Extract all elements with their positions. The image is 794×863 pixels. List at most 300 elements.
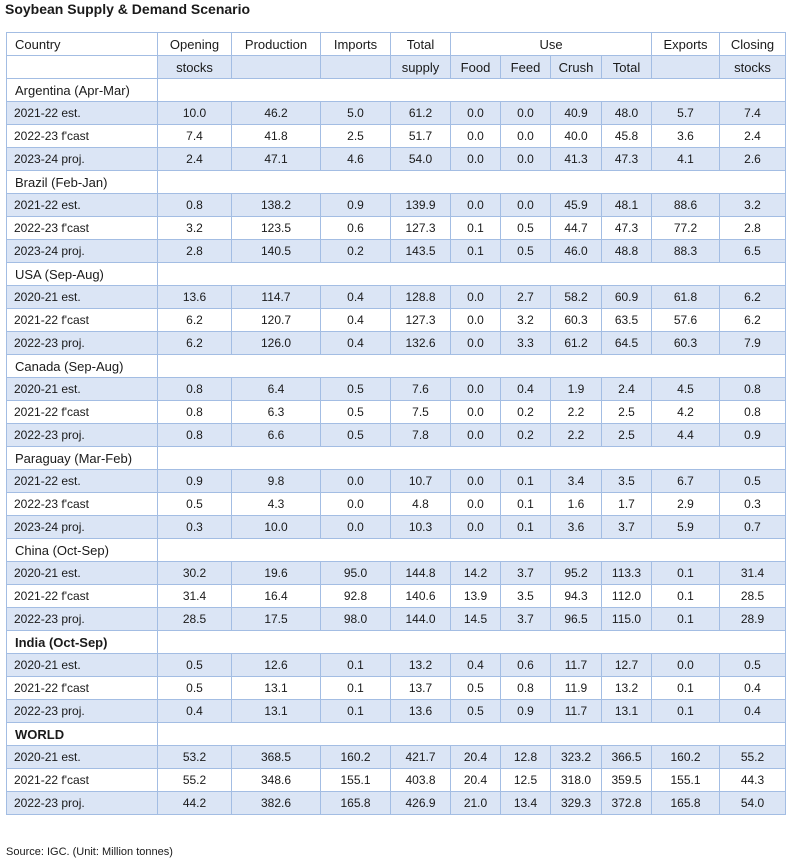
cell-period: 2021-22 est. (7, 102, 158, 125)
cell-crush: 1.6 (551, 493, 602, 516)
table-row (7, 378, 786, 401)
section-row (7, 79, 786, 102)
cell-use-total: 2.5 (602, 401, 652, 424)
cell-production: 6.4 (232, 378, 321, 401)
cell-feed: 12.8 (501, 746, 551, 769)
cell-use-total: 60.9 (602, 286, 652, 309)
table-row (7, 654, 786, 677)
cell-production: 126.0 (232, 332, 321, 355)
cell-imports: 0.5 (321, 424, 391, 447)
cell-food: 0.0 (451, 125, 501, 148)
cell-production: 47.1 (232, 148, 321, 171)
section-name: Paraguay (Mar-Feb) (7, 447, 158, 470)
cell-feed: 0.4 (501, 378, 551, 401)
cell-period: 2021-22 f'cast (7, 401, 158, 424)
cell-feed: 0.5 (501, 217, 551, 240)
cell-total-supply: 127.3 (391, 217, 451, 240)
cell-food: 0.0 (451, 102, 501, 125)
header-imports: Imports (321, 33, 391, 56)
section-filler (158, 539, 786, 562)
section-row (7, 631, 786, 654)
cell-use-total: 45.8 (602, 125, 652, 148)
cell-feed: 0.0 (501, 102, 551, 125)
cell-use-total: 12.7 (602, 654, 652, 677)
cell-total-supply: 144.8 (391, 562, 451, 585)
cell-closing-stocks: 6.2 (720, 286, 786, 309)
table-row (7, 401, 786, 424)
cell-food: 0.0 (451, 516, 501, 539)
section-filler (158, 723, 786, 746)
cell-period: 2021-22 f'cast (7, 585, 158, 608)
supply-demand-table (6, 32, 786, 815)
section-filler (158, 171, 786, 194)
cell-opening-stocks: 55.2 (158, 769, 232, 792)
cell-opening-stocks: 28.5 (158, 608, 232, 631)
cell-closing-stocks: 28.5 (720, 585, 786, 608)
cell-food: 0.4 (451, 654, 501, 677)
cell-food: 0.0 (451, 286, 501, 309)
cell-feed: 3.2 (501, 309, 551, 332)
cell-opening-stocks: 2.4 (158, 148, 232, 171)
cell-period: 2022-23 proj. (7, 424, 158, 447)
cell-exports: 4.2 (652, 401, 720, 424)
section-name: India (Oct-Sep) (7, 631, 158, 654)
header-production-blank (232, 56, 321, 79)
cell-exports: 0.1 (652, 677, 720, 700)
cell-closing-stocks: 0.3 (720, 493, 786, 516)
cell-period: 2021-22 est. (7, 194, 158, 217)
cell-total-supply: 13.7 (391, 677, 451, 700)
cell-use-total: 13.1 (602, 700, 652, 723)
table-row (7, 125, 786, 148)
cell-use-total: 63.5 (602, 309, 652, 332)
cell-period: 2022-23 proj. (7, 700, 158, 723)
cell-total-supply: 143.5 (391, 240, 451, 263)
cell-imports: 0.0 (321, 493, 391, 516)
cell-crush: 329.3 (551, 792, 602, 815)
cell-food: 0.0 (451, 332, 501, 355)
cell-exports: 77.2 (652, 217, 720, 240)
section-filler (158, 79, 786, 102)
section-row (7, 723, 786, 746)
cell-use-total: 48.8 (602, 240, 652, 263)
cell-opening-stocks: 2.8 (158, 240, 232, 263)
cell-total-supply: 7.6 (391, 378, 451, 401)
header-feed: Feed (501, 56, 551, 79)
cell-exports: 4.5 (652, 378, 720, 401)
cell-period: 2022-23 proj. (7, 608, 158, 631)
cell-use-total: 359.5 (602, 769, 652, 792)
cell-imports: 95.0 (321, 562, 391, 585)
cell-food: 0.0 (451, 378, 501, 401)
cell-closing-stocks: 55.2 (720, 746, 786, 769)
table-row (7, 424, 786, 447)
cell-crush: 323.2 (551, 746, 602, 769)
cell-production: 17.5 (232, 608, 321, 631)
table-row (7, 516, 786, 539)
table-row (7, 148, 786, 171)
cell-period: 2020-21 est. (7, 654, 158, 677)
cell-total-supply: 421.7 (391, 746, 451, 769)
cell-period: 2021-22 f'cast (7, 677, 158, 700)
section-name: Canada (Sep-Aug) (7, 355, 158, 378)
cell-closing-stocks: 6.5 (720, 240, 786, 263)
cell-food: 14.5 (451, 608, 501, 631)
cell-production: 368.5 (232, 746, 321, 769)
cell-feed: 0.5 (501, 240, 551, 263)
table-row (7, 493, 786, 516)
section-row (7, 171, 786, 194)
cell-use-total: 47.3 (602, 217, 652, 240)
cell-period: 2022-23 f'cast (7, 125, 158, 148)
cell-exports: 165.8 (652, 792, 720, 815)
section-name: Argentina (Apr-Mar) (7, 79, 158, 102)
cell-food: 20.4 (451, 746, 501, 769)
table-row (7, 769, 786, 792)
cell-total-supply: 13.6 (391, 700, 451, 723)
header-exports: Exports (652, 33, 720, 56)
table-row (7, 217, 786, 240)
cell-food: 0.0 (451, 401, 501, 424)
cell-period: 2021-22 est. (7, 470, 158, 493)
cell-closing-stocks: 44.3 (720, 769, 786, 792)
cell-closing-stocks: 31.4 (720, 562, 786, 585)
cell-opening-stocks: 6.2 (158, 332, 232, 355)
cell-imports: 0.1 (321, 654, 391, 677)
cell-crush: 40.9 (551, 102, 602, 125)
header-crush: Crush (551, 56, 602, 79)
cell-feed: 0.1 (501, 516, 551, 539)
cell-food: 0.0 (451, 470, 501, 493)
cell-exports: 60.3 (652, 332, 720, 355)
section-filler (158, 447, 786, 470)
cell-closing-stocks: 2.6 (720, 148, 786, 171)
cell-period: 2023-24 proj. (7, 516, 158, 539)
header-opening-stocks: stocks (158, 56, 232, 79)
cell-opening-stocks: 6.2 (158, 309, 232, 332)
cell-exports: 155.1 (652, 769, 720, 792)
cell-imports: 2.5 (321, 125, 391, 148)
cell-period: 2022-23 proj. (7, 792, 158, 815)
header-food: Food (451, 56, 501, 79)
cell-feed: 0.2 (501, 424, 551, 447)
header-row-1 (7, 33, 786, 56)
section-row (7, 355, 786, 378)
cell-exports: 6.7 (652, 470, 720, 493)
cell-production: 19.6 (232, 562, 321, 585)
cell-production: 41.8 (232, 125, 321, 148)
table-row (7, 240, 786, 263)
cell-crush: 45.9 (551, 194, 602, 217)
cell-total-supply: 426.9 (391, 792, 451, 815)
cell-closing-stocks: 7.9 (720, 332, 786, 355)
cell-exports: 4.1 (652, 148, 720, 171)
cell-crush: 2.2 (551, 424, 602, 447)
cell-closing-stocks: 54.0 (720, 792, 786, 815)
cell-opening-stocks: 0.5 (158, 654, 232, 677)
cell-exports: 61.8 (652, 286, 720, 309)
cell-exports: 57.6 (652, 309, 720, 332)
cell-feed: 0.0 (501, 194, 551, 217)
section-name: WORLD (7, 723, 158, 746)
section-filler (158, 631, 786, 654)
cell-total-supply: 10.3 (391, 516, 451, 539)
cell-feed: 0.2 (501, 401, 551, 424)
cell-period: 2023-24 proj. (7, 240, 158, 263)
cell-closing-stocks: 0.8 (720, 378, 786, 401)
cell-use-total: 64.5 (602, 332, 652, 355)
cell-exports: 160.2 (652, 746, 720, 769)
cell-total-supply: 144.0 (391, 608, 451, 631)
cell-feed: 0.1 (501, 493, 551, 516)
cell-closing-stocks: 0.4 (720, 677, 786, 700)
cell-opening-stocks: 13.6 (158, 286, 232, 309)
header-total: Total (391, 33, 451, 56)
cell-feed: 0.8 (501, 677, 551, 700)
section-name: China (Oct-Sep) (7, 539, 158, 562)
header-country: Country (7, 33, 158, 56)
section-row (7, 263, 786, 286)
cell-food: 0.1 (451, 240, 501, 263)
cell-opening-stocks: 0.8 (158, 424, 232, 447)
cell-use-total: 3.5 (602, 470, 652, 493)
cell-exports: 0.1 (652, 700, 720, 723)
cell-total-supply: 140.6 (391, 585, 451, 608)
cell-period: 2022-23 f'cast (7, 493, 158, 516)
cell-use-total: 372.8 (602, 792, 652, 815)
cell-production: 9.8 (232, 470, 321, 493)
cell-opening-stocks: 31.4 (158, 585, 232, 608)
cell-imports: 4.6 (321, 148, 391, 171)
cell-exports: 0.1 (652, 585, 720, 608)
cell-use-total: 13.2 (602, 677, 652, 700)
cell-crush: 11.7 (551, 700, 602, 723)
cell-imports: 0.0 (321, 470, 391, 493)
cell-exports: 5.9 (652, 516, 720, 539)
cell-feed: 3.5 (501, 585, 551, 608)
cell-period: 2021-22 f'cast (7, 769, 158, 792)
table-row (7, 309, 786, 332)
cell-imports: 0.4 (321, 332, 391, 355)
cell-total-supply: 403.8 (391, 769, 451, 792)
section-filler (158, 355, 786, 378)
cell-imports: 0.6 (321, 217, 391, 240)
cell-period: 2020-21 est. (7, 562, 158, 585)
cell-closing-stocks: 7.4 (720, 102, 786, 125)
cell-total-supply: 7.8 (391, 424, 451, 447)
cell-use-total: 2.4 (602, 378, 652, 401)
cell-feed: 3.3 (501, 332, 551, 355)
cell-food: 0.5 (451, 677, 501, 700)
cell-imports: 0.1 (321, 700, 391, 723)
cell-crush: 11.7 (551, 654, 602, 677)
cell-opening-stocks: 0.8 (158, 194, 232, 217)
table-row (7, 792, 786, 815)
cell-production: 6.6 (232, 424, 321, 447)
cell-production: 114.7 (232, 286, 321, 309)
cell-total-supply: 4.8 (391, 493, 451, 516)
cell-closing-stocks: 0.7 (720, 516, 786, 539)
cell-period: 2023-24 proj. (7, 148, 158, 171)
cell-opening-stocks: 44.2 (158, 792, 232, 815)
header-closing: Closing (720, 33, 786, 56)
cell-exports: 88.6 (652, 194, 720, 217)
cell-production: 123.5 (232, 217, 321, 240)
cell-imports: 92.8 (321, 585, 391, 608)
cell-imports: 0.5 (321, 378, 391, 401)
cell-period: 2020-21 est. (7, 286, 158, 309)
cell-exports: 0.1 (652, 608, 720, 631)
cell-opening-stocks: 0.4 (158, 700, 232, 723)
cell-feed: 3.7 (501, 608, 551, 631)
cell-imports: 0.9 (321, 194, 391, 217)
cell-food: 0.0 (451, 148, 501, 171)
cell-crush: 95.2 (551, 562, 602, 585)
cell-exports: 3.6 (652, 125, 720, 148)
cell-use-total: 3.7 (602, 516, 652, 539)
header-production: Production (232, 33, 321, 56)
cell-exports: 0.1 (652, 562, 720, 585)
cell-exports: 5.7 (652, 102, 720, 125)
cell-total-supply: 13.2 (391, 654, 451, 677)
cell-crush: 41.3 (551, 148, 602, 171)
cell-food: 13.9 (451, 585, 501, 608)
cell-imports: 0.5 (321, 401, 391, 424)
cell-exports: 4.4 (652, 424, 720, 447)
cell-total-supply: 127.3 (391, 309, 451, 332)
cell-total-supply: 54.0 (391, 148, 451, 171)
cell-food: 0.0 (451, 424, 501, 447)
cell-crush: 40.0 (551, 125, 602, 148)
cell-imports: 155.1 (321, 769, 391, 792)
cell-closing-stocks: 28.9 (720, 608, 786, 631)
cell-opening-stocks: 0.8 (158, 401, 232, 424)
section-name: Brazil (Feb-Jan) (7, 171, 158, 194)
table-row (7, 562, 786, 585)
cell-feed: 13.4 (501, 792, 551, 815)
cell-food: 21.0 (451, 792, 501, 815)
cell-feed: 0.9 (501, 700, 551, 723)
cell-production: 4.3 (232, 493, 321, 516)
table-row (7, 470, 786, 493)
cell-crush: 11.9 (551, 677, 602, 700)
cell-closing-stocks: 2.8 (720, 217, 786, 240)
section-name: USA (Sep-Aug) (7, 263, 158, 286)
cell-opening-stocks: 10.0 (158, 102, 232, 125)
cell-production: 140.5 (232, 240, 321, 263)
cell-imports: 160.2 (321, 746, 391, 769)
cell-exports: 88.3 (652, 240, 720, 263)
cell-period: 2020-21 est. (7, 746, 158, 769)
header-total-supply: supply (391, 56, 451, 79)
cell-total-supply: 51.7 (391, 125, 451, 148)
cell-closing-stocks: 0.8 (720, 401, 786, 424)
cell-production: 13.1 (232, 677, 321, 700)
header-imports-blank (321, 56, 391, 79)
cell-use-total: 48.1 (602, 194, 652, 217)
cell-production: 382.6 (232, 792, 321, 815)
cell-food: 0.1 (451, 217, 501, 240)
cell-exports: 0.0 (652, 654, 720, 677)
cell-crush: 96.5 (551, 608, 602, 631)
cell-total-supply: 139.9 (391, 194, 451, 217)
cell-opening-stocks: 0.8 (158, 378, 232, 401)
cell-opening-stocks: 0.3 (158, 516, 232, 539)
cell-total-supply: 132.6 (391, 332, 451, 355)
cell-period: 2022-23 f'cast (7, 217, 158, 240)
cell-opening-stocks: 0.9 (158, 470, 232, 493)
cell-use-total: 1.7 (602, 493, 652, 516)
cell-period: 2021-22 f'cast (7, 309, 158, 332)
cell-feed: 2.7 (501, 286, 551, 309)
cell-production: 16.4 (232, 585, 321, 608)
cell-crush: 61.2 (551, 332, 602, 355)
cell-production: 138.2 (232, 194, 321, 217)
cell-opening-stocks: 0.5 (158, 677, 232, 700)
header-use: Use (451, 33, 652, 56)
section-row (7, 539, 786, 562)
cell-crush: 3.4 (551, 470, 602, 493)
cell-use-total: 48.0 (602, 102, 652, 125)
cell-imports: 0.1 (321, 677, 391, 700)
cell-imports: 0.0 (321, 516, 391, 539)
header-use-total: Total (602, 56, 652, 79)
header-row-2 (7, 56, 786, 79)
cell-total-supply: 7.5 (391, 401, 451, 424)
cell-crush: 60.3 (551, 309, 602, 332)
cell-feed: 0.1 (501, 470, 551, 493)
cell-food: 0.5 (451, 700, 501, 723)
cell-opening-stocks: 7.4 (158, 125, 232, 148)
cell-period: 2022-23 proj. (7, 332, 158, 355)
cell-closing-stocks: 6.2 (720, 309, 786, 332)
cell-crush: 1.9 (551, 378, 602, 401)
cell-opening-stocks: 53.2 (158, 746, 232, 769)
cell-production: 120.7 (232, 309, 321, 332)
cell-crush: 318.0 (551, 769, 602, 792)
header-opening: Opening (158, 33, 232, 56)
cell-imports: 98.0 (321, 608, 391, 631)
table-row (7, 194, 786, 217)
cell-closing-stocks: 2.4 (720, 125, 786, 148)
cell-imports: 0.4 (321, 286, 391, 309)
section-row (7, 447, 786, 470)
cell-total-supply: 10.7 (391, 470, 451, 493)
cell-closing-stocks: 0.5 (720, 654, 786, 677)
cell-closing-stocks: 0.4 (720, 700, 786, 723)
table-title: Soybean Supply & Demand Scenario (5, 1, 251, 17)
cell-feed: 12.5 (501, 769, 551, 792)
cell-production: 12.6 (232, 654, 321, 677)
cell-crush: 94.3 (551, 585, 602, 608)
cell-feed: 0.0 (501, 148, 551, 171)
cell-feed: 3.7 (501, 562, 551, 585)
cell-use-total: 115.0 (602, 608, 652, 631)
header-exports-blank (652, 56, 720, 79)
cell-feed: 0.0 (501, 125, 551, 148)
cell-feed: 0.6 (501, 654, 551, 677)
cell-imports: 5.0 (321, 102, 391, 125)
cell-closing-stocks: 3.2 (720, 194, 786, 217)
cell-crush: 2.2 (551, 401, 602, 424)
cell-total-supply: 128.8 (391, 286, 451, 309)
cell-crush: 58.2 (551, 286, 602, 309)
cell-imports: 0.2 (321, 240, 391, 263)
cell-production: 6.3 (232, 401, 321, 424)
table-row (7, 286, 786, 309)
table-row (7, 746, 786, 769)
cell-period: 2020-21 est. (7, 378, 158, 401)
